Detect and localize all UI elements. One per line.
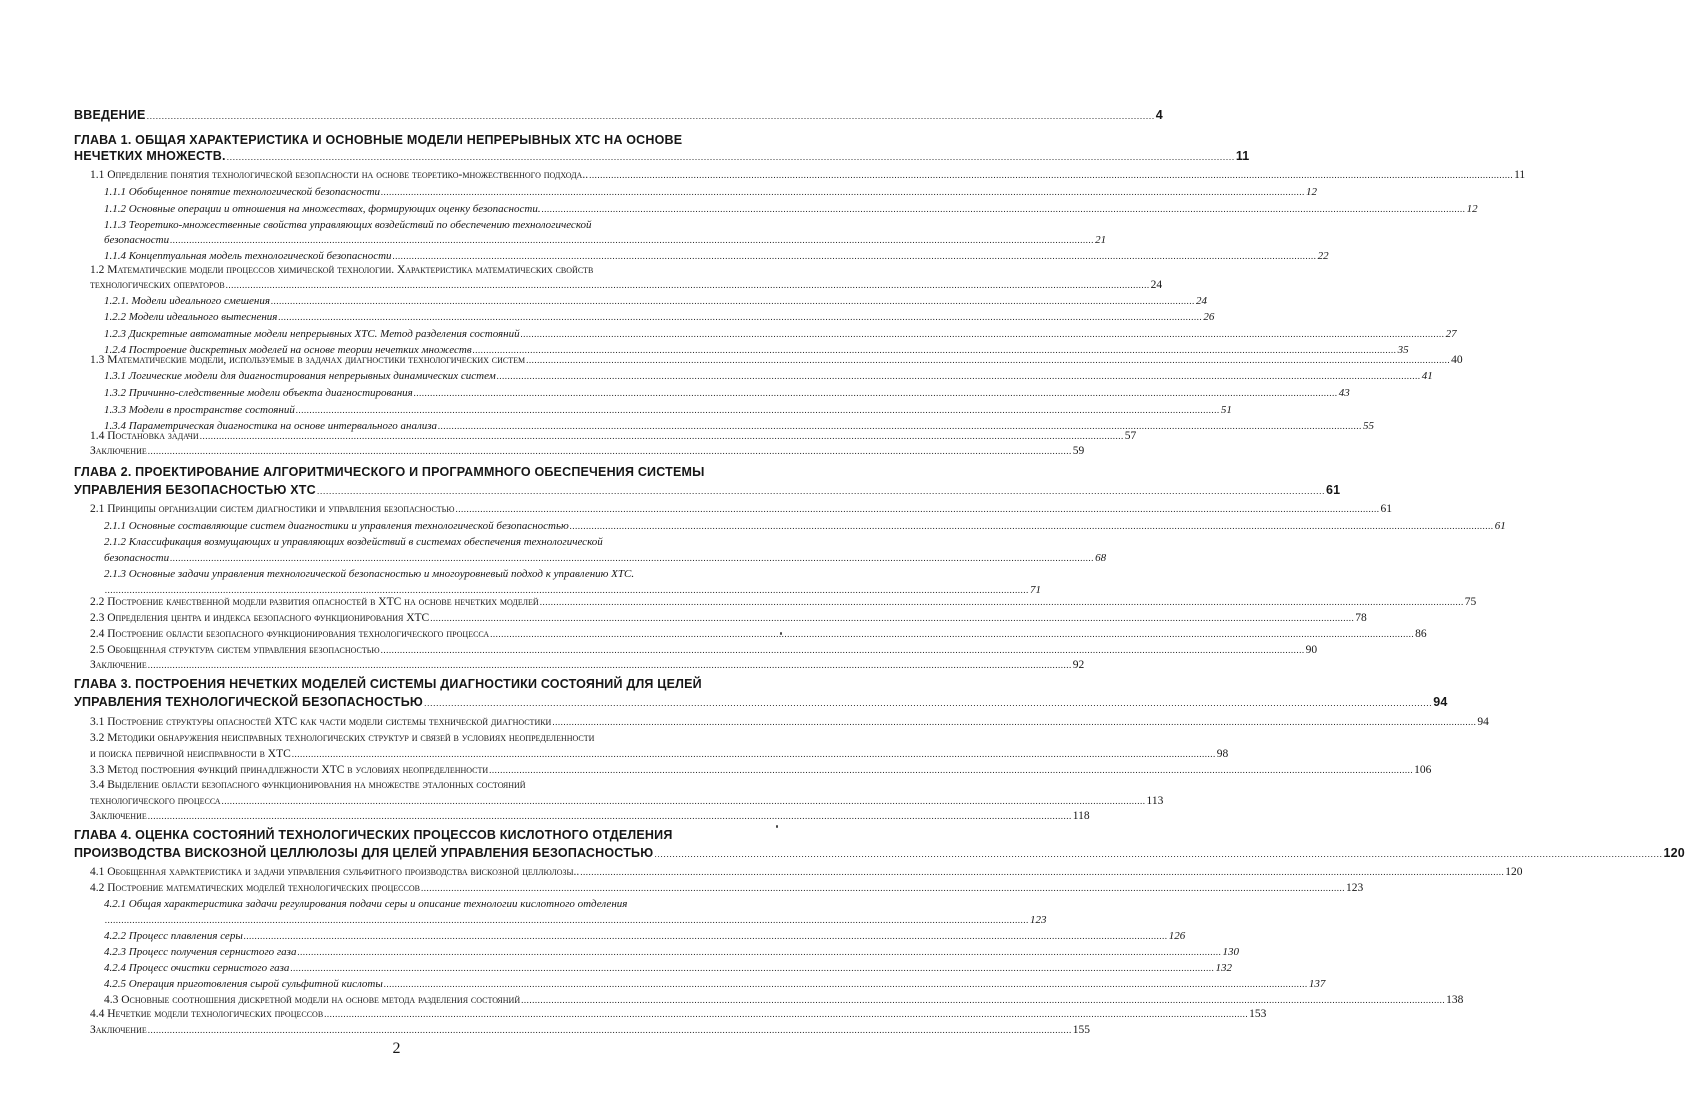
- toc-page-number: 86: [1415, 628, 1427, 640]
- toc-page-number: 75: [1464, 596, 1477, 608]
- toc-entry-title: 1.2.3 Дискретные автоматные модели непрерывных ХТС. Метод разделения состояний: [104, 328, 520, 340]
- toc-page-number: 27: [1445, 328, 1457, 340]
- toc-page-number: 137: [1308, 978, 1326, 990]
- scan-speck: [776, 825, 778, 828]
- toc-entry-title: 1.3.4 Параметрическая диагностика на основе интервального анализа: [104, 420, 438, 432]
- toc-entry-title: 4.2.5 Операция приготовления сырой сульфитной кислоты: [104, 978, 383, 990]
- dot-leader: [521, 330, 1445, 339]
- toc-section-line: [90, 430, 1137, 443]
- toc-page-number: 132: [1215, 962, 1232, 974]
- toc-section-line: [90, 596, 1477, 609]
- toc-page-number: 55: [1363, 420, 1375, 432]
- toc-entry-title: 2.1 Принципы организации систем диагностики и управления безопасностью: [90, 503, 455, 515]
- toc-entry-title: УПРАВЛЕНИЯ БЕЗОПАСНОСТЬЮ ХТС: [74, 483, 316, 497]
- toc-entry-title: 3.2 Методики обнаружения неисправных технологических структур и связей в условиях неопределенности: [90, 732, 595, 744]
- toc-entry-title: Заключение: [90, 810, 147, 822]
- toc-page-number: 11: [1514, 169, 1526, 181]
- toc-entry-title: технологического процесса: [90, 795, 221, 807]
- dot-leader: [148, 1026, 1072, 1035]
- toc-entry-title: 4.2.1 Общая характеристика задачи регулирования подачи серы и описание технологии кислотного отделения: [104, 898, 628, 910]
- toc-subsection-line: [104, 250, 1329, 263]
- toc-entry-title: безопасности: [104, 234, 170, 246]
- toc-section-line: [90, 279, 1163, 292]
- toc-entry-title: 1.2.1. Модели идеального смешения: [104, 295, 270, 307]
- toc-subsection-line: [104, 520, 1506, 533]
- toc-subsection-line: [104, 536, 760, 549]
- toc-page-number: 61: [1380, 503, 1392, 515]
- dot-leader: [654, 850, 1662, 859]
- toc-entry-title: 1.3.3 Модели в пространстве состояний: [104, 404, 295, 416]
- toc-subsection-line: [104, 328, 1457, 341]
- toc-entry-title: 1.1.1 Обобщенное понятие технологической безопасности: [104, 186, 381, 198]
- toc-page-number: 78: [1355, 612, 1367, 624]
- toc-chapter-line: [74, 677, 760, 692]
- toc-section-line: [90, 503, 1392, 516]
- dot-leader: [278, 313, 1202, 322]
- toc-entry-title: 1.2 Математические модели процессов химической технологии. Характеристика математических свойств: [90, 264, 594, 276]
- toc-section-line: [90, 810, 1090, 823]
- toc-section-line: [90, 659, 1085, 672]
- toc-subsection-line: [104, 568, 760, 581]
- toc-entry-title: ГЛАВА 4. ОЦЕНКА СОСТОЯНИЙ ТЕХНОЛОГИЧЕСКИХ ПРОЦЕССОВ КИСЛОТНОГО ОТДЕЛЕНИЯ: [74, 828, 673, 842]
- dot-leader: [489, 766, 1413, 775]
- toc-page-number: 41: [1421, 370, 1433, 382]
- toc-page-number: 90: [1305, 644, 1318, 656]
- dot-leader: [147, 112, 1155, 121]
- dot-leader: [170, 554, 1094, 563]
- toc-page-number: 68: [1095, 552, 1107, 564]
- dot-leader: [381, 188, 1305, 197]
- toc-section-line: [90, 716, 1489, 729]
- toc-subsection-line: [104, 552, 1107, 565]
- toc-section-line: [90, 795, 1164, 808]
- toc-page-number: 24: [1196, 295, 1207, 307]
- toc-entry-title: 4.2.4 Процесс очистки сернистого газа: [104, 962, 290, 974]
- dot-leader: [105, 916, 1029, 925]
- dot-leader: [227, 153, 1235, 162]
- toc-entry-title: ГЛАВА 1. ОБЩАЯ ХАРАКТЕРИСТИКА И ОСНОВНЫЕ МОДЕЛИ НЕПРЕРЫВНЫХ ХТС НА ОСНОВЕ: [74, 133, 683, 147]
- dot-leader: [570, 522, 1494, 531]
- toc-entry-title: 2.1.2 Классификация возмущающих и управляющих воздействий в системах обеспечения технологической: [104, 536, 603, 548]
- toc-subsection-line: [104, 219, 760, 232]
- toc-page-number: 12: [1306, 186, 1318, 198]
- dot-leader: [292, 750, 1216, 759]
- dot-leader: [540, 598, 1464, 607]
- dot-leader: [244, 932, 1168, 941]
- toc-entry-title: 2.4 Построение области безопасного функционирования технологического процесса: [90, 628, 490, 640]
- toc-entry-title: ПРОИЗВОДСТВА ВИСКОЗНОЙ ЦЕЛЛЮЛОЗЫ ДЛЯ ЦЕЛЕЙ УПРАВЛЕНИЯ БЕЗОПАСНОСТЬЮ: [74, 846, 654, 860]
- toc-entry-title: 1.3.1 Логические модели для диагностирования непрерывных динамических систем: [104, 370, 496, 382]
- toc-page-number: 12: [1466, 203, 1478, 215]
- dot-leader: [580, 868, 1504, 877]
- dot-leader: [297, 948, 1221, 957]
- dot-leader: [148, 812, 1072, 821]
- dot-leader: [105, 586, 1029, 595]
- dot-leader: [271, 297, 1195, 306]
- toc-chapter-line: [74, 695, 1448, 710]
- toc-page-number: 4: [1155, 108, 1163, 122]
- toc-entry-title: Заключение: [90, 445, 147, 457]
- toc-subsection-line: [104, 234, 1107, 247]
- toc-section-line: [90, 612, 1367, 625]
- toc-section-line: [90, 628, 1427, 641]
- toc-entry-title: 1.2.4 Построение дискретных моделей на основе теории нечетких множеств: [104, 344, 472, 356]
- dot-leader: [148, 447, 1072, 456]
- toc-page-number: 98: [1216, 748, 1229, 760]
- toc-subsection-line: [104, 295, 1207, 308]
- toc-entry-title: НЕЧЕТКИХ МНОЖЕСТВ.: [74, 149, 226, 163]
- toc-chapter-line: [74, 108, 1163, 123]
- toc-subsection-line: [104, 946, 1239, 959]
- dot-leader: [424, 699, 1432, 708]
- dot-leader: [393, 252, 1317, 261]
- toc-page-number: 71: [1030, 584, 1041, 596]
- toc-entry-title: 4.2 Построение математических моделей технологических процессов: [90, 882, 420, 894]
- toc-page-number: 138: [1446, 994, 1464, 1006]
- toc-page-number: 40: [1451, 354, 1463, 366]
- toc-chapter-line: [74, 846, 1685, 861]
- toc-entry-title: 4.4 Нечеткие модели технологических процессов: [90, 1008, 324, 1020]
- toc-section-line: [90, 779, 760, 792]
- toc-entry-title: 3.3 Метод построения функций принадлежности ХТС в условиях неопределенности: [90, 764, 489, 776]
- toc-page-number: 61: [1325, 483, 1341, 497]
- dot-leader: [381, 646, 1305, 655]
- dot-leader: [521, 996, 1445, 1005]
- dot-leader: [222, 797, 1146, 806]
- dot-leader: [384, 980, 1308, 989]
- toc-entry-title: Заключение: [90, 659, 147, 671]
- toc-page-number: 153: [1249, 1008, 1267, 1020]
- dot-leader: [490, 630, 1414, 639]
- toc-page-number: 94: [1433, 695, 1448, 709]
- toc-page-number: 61: [1494, 520, 1506, 532]
- toc-page-number: 123: [1345, 882, 1364, 894]
- toc-subsection-line: [104, 978, 1326, 991]
- toc-page-number: 26: [1203, 311, 1215, 323]
- toc-entry-title: 2.1.1 Основные составляющие систем диагностики и управления технологической безопасностью: [104, 520, 569, 532]
- toc-subsection-line: [104, 203, 1478, 216]
- dot-leader: [497, 372, 1421, 381]
- toc-page-number: 118: [1072, 810, 1090, 822]
- toc-entry-title: 3.4 Выделение области безопасного функционирования на множестве эталонных состояний: [90, 779, 526, 791]
- toc-entry-title: ГЛАВА 2. ПРОЕКТИРОВАНИЕ АЛГОРИТМИЧЕСКОГО И ПРОГРАММНОГО ОБЕСПЕЧЕНИЯ СИСТЕМЫ: [74, 465, 705, 479]
- toc-entry-title: 1.2.2 Модели идеального вытеснения: [104, 311, 278, 323]
- dot-leader: [170, 236, 1094, 245]
- dot-leader: [414, 389, 1338, 398]
- toc-page-number: 106: [1414, 764, 1432, 776]
- toc-page-number: 113: [1146, 795, 1164, 807]
- toc-entry-title: 1.1.2 Основные операции и отношения на множествах, формирующих оценку безопасности.: [104, 203, 541, 215]
- toc-entry-title: 1.1.4 Концептуальная модель технологической безопасности: [104, 250, 392, 262]
- dot-leader: [421, 884, 1345, 893]
- toc-section-line: [90, 264, 760, 277]
- toc-entry-title: 1.4 Постановка задачи: [90, 430, 199, 442]
- toc-subsection-line: [104, 311, 1215, 324]
- toc-entry-title: ГЛАВА 3. ПОСТРОЕНИЯ НЕЧЕТКИХ МОДЕЛЕЙ СИСТЕМЫ ДИАГНОСТИКИ СОСТОЯНИЙ ДЛЯ ЦЕЛЕЙ: [74, 677, 702, 691]
- toc-page-number: 123: [1030, 914, 1047, 926]
- toc-entry-title: 2.2 Построение качественной модели развития опасностей в ХТС на основе нечетких моделей: [90, 596, 539, 608]
- toc-entry-title: и поиска первичной неисправности в ХТС: [90, 748, 291, 760]
- toc-subsection-line: [104, 930, 1186, 943]
- dot-leader: [148, 661, 1072, 670]
- toc-section-line: [90, 882, 1364, 895]
- toc-chapter-line: [74, 149, 1250, 164]
- toc-subsection-line: [104, 186, 1318, 199]
- toc-entry-title: ВВЕДЕНИЕ: [74, 108, 146, 122]
- toc-section-line: [90, 764, 1432, 777]
- toc-entry-title: 4.2.3 Процесс получения сернистого газа: [104, 946, 297, 958]
- toc-entry-title: 2.3 Определения центра и индекса безопасного функционирования ХТС: [90, 612, 430, 624]
- toc-chapter-line: [74, 133, 760, 148]
- toc-subsection-line: [104, 404, 1232, 417]
- toc-page-number: 51: [1220, 404, 1232, 416]
- scan-speck: [780, 632, 782, 635]
- dot-leader: [200, 432, 1124, 441]
- toc-section-line: [90, 1008, 1267, 1021]
- dot-leader: [226, 281, 1150, 290]
- toc-entry-title: 4.1 Обобщенная характеристика и задачи управления сульфитного производства вискозной целлюлозы..: [90, 866, 580, 878]
- dot-leader: [552, 718, 1476, 727]
- dot-leader: [526, 356, 1450, 365]
- dot-leader: [456, 505, 1380, 514]
- toc-page-number: 59: [1072, 445, 1085, 457]
- toc-entry-title: 4.3 Основные соотношения дискретной модели на основе метода разделения состояний: [104, 994, 521, 1006]
- toc-entry-title: 3.1 Построение структуры опасностей ХТС как части модели системы технической диагностики: [90, 716, 552, 728]
- toc-page-number: 126: [1168, 930, 1186, 942]
- toc-entry-title: технологических операторов: [90, 279, 225, 291]
- toc-page-number: 120: [1505, 866, 1523, 878]
- toc-section-line: [90, 644, 1318, 657]
- toc-page-number: 21: [1095, 234, 1107, 246]
- toc-chapter-line: [74, 483, 1341, 498]
- toc-page-number: 22: [1317, 250, 1329, 262]
- toc-section-line: [90, 445, 1085, 458]
- toc-section-line: [90, 748, 1229, 761]
- page-number: 2: [392, 1040, 401, 1057]
- dot-leader: [324, 1010, 1248, 1019]
- toc-section-line: [104, 994, 1464, 1007]
- toc-page-number: 57: [1124, 430, 1137, 442]
- dot-leader: [589, 171, 1513, 180]
- toc-page-number: 155: [1072, 1024, 1090, 1036]
- toc-entry-title: безопасности: [104, 552, 170, 564]
- toc-entry-title: 1.1 Определение понятия технологической безопасности на основе теоретико-множественного подхода..: [90, 169, 589, 181]
- dot-leader: [296, 406, 1220, 415]
- dot-leader: [290, 964, 1214, 973]
- toc-page-number: 35: [1397, 344, 1409, 356]
- toc-section-line: [90, 1024, 1090, 1037]
- toc-entry-title: 1.1.3 Теоретико-множественные свойства управляющих воздействий по обеспечению технологической: [104, 219, 592, 231]
- toc-page-number: 130: [1222, 946, 1239, 958]
- toc-entry-title: 2.5 Обобщенная структура систем управления безопасностью: [90, 644, 380, 656]
- toc-page-number: 120: [1663, 846, 1685, 860]
- toc-entry-title: УПРАВЛЕНИЯ ТЕХНОЛОГИЧЕСКОЙ БЕЗОПАСНОСТЬЮ: [74, 695, 424, 709]
- toc-section-line: [90, 732, 760, 745]
- toc-subsection-line: [104, 962, 1232, 975]
- toc-entry-title: 4.2.2 Процесс плавления серы: [104, 930, 243, 942]
- dot-leader: [542, 205, 1466, 214]
- toc-subsection-line: [104, 387, 1350, 400]
- toc-chapter-line: [74, 465, 760, 480]
- toc-entry-title: 2.1.3 Основные задачи управления технологической безопасностью и многоуровневый подход к управлению ХТС.: [104, 568, 635, 580]
- toc-page-number: 94: [1477, 716, 1489, 728]
- toc-subsection-line: [104, 370, 1433, 383]
- toc-page-number: 92: [1072, 659, 1085, 671]
- toc-page-number: 43: [1338, 387, 1350, 399]
- toc-entry-title: 1.3.2 Причинно-следственные модели объекта диагностирования: [104, 387, 413, 399]
- toc-page-number: 24: [1150, 279, 1163, 291]
- toc-page-number: 11: [1235, 149, 1250, 163]
- toc-entry-title: 1.3 Математические модели, используемые в задачах диагностики технологических систем: [90, 354, 526, 366]
- toc-section-line: [90, 169, 1526, 182]
- dot-leader: [317, 487, 1325, 496]
- toc-chapter-line: [74, 828, 760, 843]
- toc-section-line: [90, 866, 1523, 879]
- toc-entry-title: Заключение: [90, 1024, 147, 1036]
- toc-section-line: [90, 354, 1463, 367]
- dot-leader: [430, 614, 1354, 623]
- toc-subsection-line: [104, 914, 1047, 927]
- toc-subsection-line: [104, 898, 760, 911]
